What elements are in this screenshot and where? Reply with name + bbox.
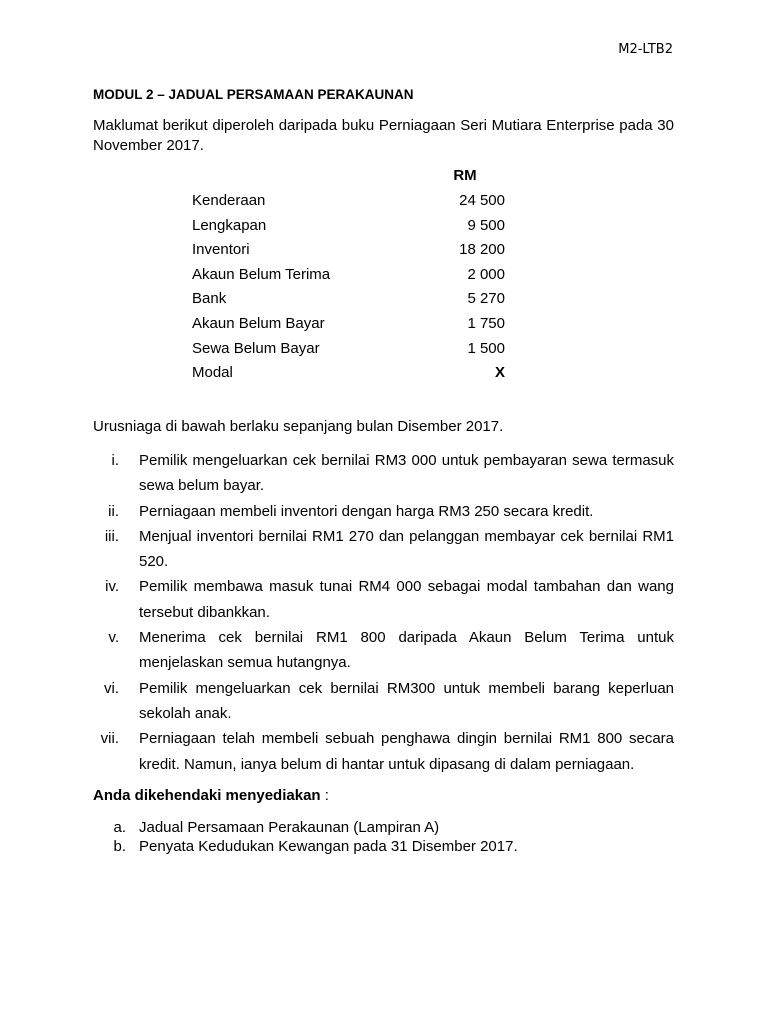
- task-text: Penyata Kedudukan Kewangan pada 31 Disember 2017.: [139, 838, 518, 855]
- task-number: b.: [113, 838, 126, 855]
- transaction-text: Menerima cek bernilai RM1 800 daripada Akaun Belum Terima untuk menjelaskan semua hutangnya.: [139, 629, 674, 672]
- required-label: Anda dikehendaki menyediakan: [93, 787, 321, 804]
- ledger-row: [192, 214, 505, 239]
- ledger-value: 1 500: [467, 339, 505, 357]
- transaction-list: [93, 448, 674, 777]
- transaction-number: ii.: [108, 502, 119, 520]
- ledger-row: [192, 189, 505, 214]
- ledger-label: Akaun Belum Bayar: [192, 314, 325, 332]
- transactions-intro: Urusniaga di bawah berlaku sepanjang bulan Disember 2017.: [93, 418, 504, 435]
- required-heading: [93, 787, 329, 804]
- task-number: a.: [113, 819, 126, 836]
- transaction-item: [93, 676, 674, 727]
- currency-header: RM: [453, 167, 477, 184]
- task-list: [93, 818, 674, 856]
- ledger-label: Modal: [192, 364, 233, 382]
- ledger-row: [192, 312, 505, 337]
- ledger-value: 24 500: [459, 192, 505, 209]
- ledger-label: Sewa Belum Bayar: [192, 339, 320, 357]
- transaction-number: iii.: [104, 527, 119, 545]
- ledger-row: [192, 337, 505, 362]
- transaction-item: [93, 625, 674, 676]
- transaction-number: i.: [111, 452, 119, 469]
- transaction-number: v.: [108, 629, 119, 647]
- ledger-label: Kenderaan: [192, 192, 266, 209]
- transaction-text: Perniagaan telah membeli sebuah penghawa dingin bernilai RM1 800 secara kredit. Namun, ianya belum di hantar untuk dipasang di dalam perniagaan.: [139, 730, 674, 773]
- required-suffix: :: [320, 787, 329, 804]
- task-text: Jadual Persamaan Perakaunan (Lampiran A): [139, 819, 440, 836]
- task-item: [93, 837, 674, 856]
- ledger-value: 2 000: [467, 265, 505, 283]
- ledger-row: [192, 263, 505, 288]
- ledger-value: 1 750: [467, 314, 505, 332]
- ledger-value: X: [494, 364, 505, 382]
- intro-paragraph: Maklumat berikut diperoleh daripada buku Perniagaan Seri Mutiara Enterprise pada 30 November 2017.: [93, 117, 674, 154]
- transaction-text: Menjual inventori bernilai RM1 270 dan pelanggan membayar cek bernilai RM1 520.: [139, 527, 674, 571]
- transaction-text: Perniagaan membeli inventori dengan harga RM3 250 secara kredit.: [139, 502, 594, 520]
- transaction-number: vii.: [100, 730, 119, 748]
- ledger-label: Inventori: [192, 241, 250, 259]
- ledger-row: [192, 361, 505, 386]
- page-code: M2-LTB2: [618, 42, 673, 57]
- ledger-row: [192, 238, 505, 263]
- transaction-item: [93, 448, 674, 499]
- transaction-number: vi.: [104, 679, 119, 697]
- transaction-item: [93, 574, 674, 625]
- ledger-label: Bank: [192, 290, 227, 308]
- transaction-text: Pemilik mengeluarkan cek bernilai RM300 untuk membeli barang keperluan sekolah anak.: [139, 679, 674, 722]
- ledger-row: [192, 287, 505, 312]
- document-title: MODUL 2 – JADUAL PERSAMAAN PERAKAUNAN: [93, 87, 414, 102]
- transaction-text: Pemilik mengeluarkan cek bernilai RM3 000 untuk pembayaran sewa termasuk sewa belum bayar.: [139, 452, 674, 495]
- ledger-table: [192, 189, 505, 386]
- transaction-number: iv.: [105, 578, 119, 596]
- ledger-value: 9 500: [467, 216, 505, 234]
- transaction-item: [93, 726, 674, 777]
- transaction-text: Pemilik membawa masuk tunai RM4 000 sebagai modal tambahan dan wang tersebut dibankkan.: [139, 578, 674, 621]
- ledger-value: 5 270: [467, 290, 505, 308]
- ledger-value: 18 200: [459, 241, 505, 259]
- task-item: [93, 818, 674, 837]
- ledger-label: Lengkapan: [192, 216, 267, 234]
- transaction-item: [93, 499, 674, 524]
- ledger-label: Akaun Belum Terima: [192, 265, 331, 283]
- transaction-item: [93, 524, 674, 575]
